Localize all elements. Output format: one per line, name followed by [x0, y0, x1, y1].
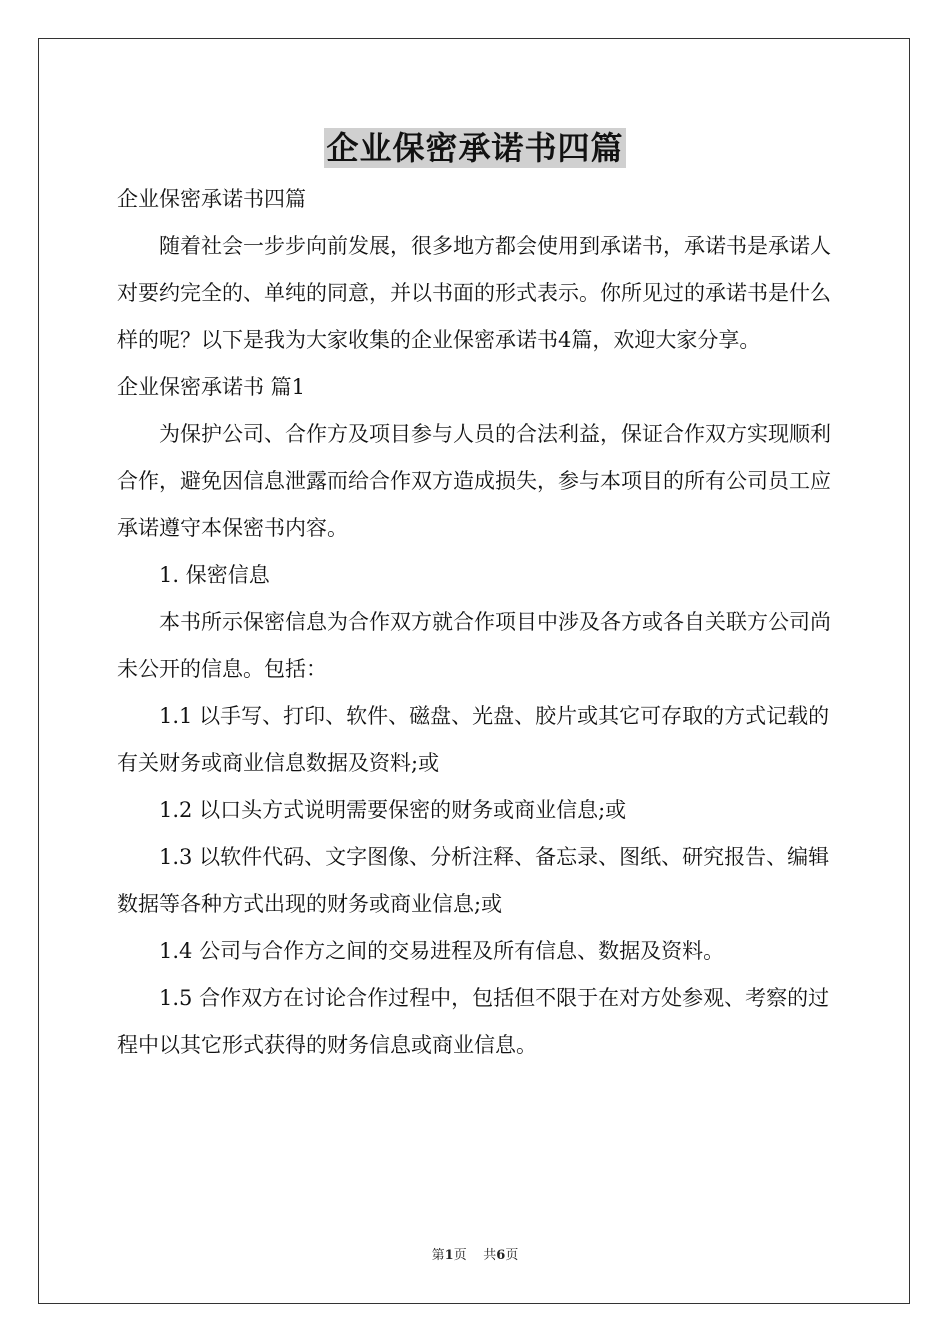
document-body — [117, 176, 837, 1069]
body-paragraph: 本书所示保密信息为合作双方就合作项目中涉及各方或各自关联方公司尚未公开的信息。包括： — [117, 610, 831, 681]
intro-paragraph: 随着社会一步步向前发展，很多地方都会使用到承诺书，承诺书是承诺人对要约完全的、单纯的同意，并以书面的形式表示。你所见过的承诺书是什么样的呢？以下是我为大家收集的企业保密承诺书4篇，欢迎大家分享。 — [117, 234, 831, 352]
page-suffix: 页 — [453, 1248, 467, 1263]
page-number: 1 — [444, 1248, 454, 1263]
body-paragraph: 为保护公司、合作方及项目参与人员的合法利益，保证合作双方实现顺利合作，避免因信息泄露而给合作双方造成损失，参与本项目的所有公司员工应承诺遵守本保密书内容。 — [117, 422, 831, 540]
section-heading: 企业保密承诺书 篇1 — [117, 375, 306, 399]
clause-item: 1.2 以口头方式说明需要保密的财务或商业信息;或 — [159, 798, 627, 822]
page-footer — [0, 1244, 950, 1263]
clause-item: 1.4 公司与合作方之间的交易进程及所有信息、数据及资料。 — [159, 939, 725, 963]
document-title: 企业保密承诺书四篇 — [326, 129, 624, 167]
total-pages: 6 — [496, 1248, 506, 1263]
total-suffix: 页 — [505, 1248, 519, 1263]
total-prefix: 共 — [483, 1248, 497, 1263]
clause-item: 1.3 以软件代码、文字图像、分析注释、备忘录、图纸、研究报告、编辑数据等各种方式出现的财务或商业信息;或 — [117, 845, 830, 916]
clause-heading: 1. 保密信息 — [159, 563, 270, 587]
clause-item: 1.1 以手写、打印、软件、磁盘、光盘、胶片或其它可存取的方式记载的有关财务或商业信息数据及资料;或 — [117, 704, 830, 775]
title-container — [0, 128, 950, 168]
clause-item: 1.5 合作双方在讨论合作过程中，包括但不限于在对方处参观、考察的过程中以其它形式获得的财务信息或商业信息。 — [117, 986, 830, 1057]
page-prefix: 第 — [431, 1248, 445, 1263]
subtitle-paragraph: 企业保密承诺书四篇 — [117, 187, 306, 211]
